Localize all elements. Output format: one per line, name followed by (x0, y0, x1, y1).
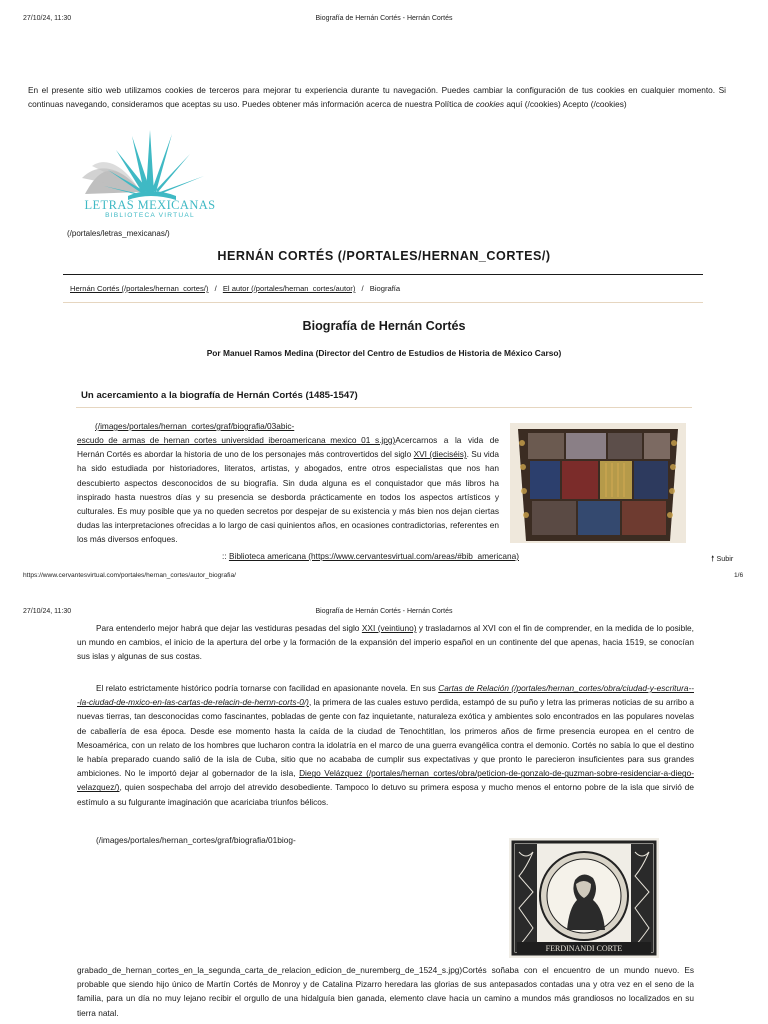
portal-title[interactable]: HERNÁN CORTÉS (/PORTALES/HERNAN_CORTES/) (217, 249, 551, 263)
cookie-notice (28, 84, 726, 111)
para2 (77, 621, 694, 664)
para3-text-c: , quien sospechaba del arrojo del atrevido desobediente. Tampoco lo detuvo su primera esposa y mucho menos el entorno pobre de la isla que sirvió de estímulo a su fulgurante imaginación que acariciaba triunfos bélicos. (77, 782, 694, 807)
engraving-caption: FERDINANDI CORTE (545, 944, 623, 953)
section-divider (76, 407, 692, 408)
para4 (77, 963, 694, 1020)
subir-button[interactable] (711, 553, 733, 567)
cookie-notice-italic: cookies (475, 98, 504, 109)
para1-image-link-line2[interactable]: escudo_de_armas_de_hernan_cortes_universidad_iberoamericana_mexico_01_s.jpg) (77, 435, 396, 445)
breadcrumb-divider (63, 302, 703, 303)
logo-subtitle: BIBLIOTECA VIRTUAL (105, 212, 195, 219)
para1-text-b: . Su vida ha sido estudiada por historiadores, literatos, artistas, y abogados, entre otros especialistas que nos han descubierto aspectos desconocidos de su biografía. Sin duda alguna es el conquistador que más libros ha inspirado hasta nuestros días y su presencia se desborda prácticamente en todos los aspectos artísticos y culturales. Es muy posible que ya no queden secretos por despejar de su existencia y más bien nos dejan ciertas dudas las interpretaciones ofrecidas a lo largo de casi quinientos años, en ocasiones contradictorias, referentes en los más diversos enfoques. (77, 449, 499, 545)
breadcrumb-item-hernan-cortes[interactable]: Hernán Cortés (/portales/hernan_cortes/) (70, 284, 209, 293)
logo-title: LETRAS MEXICANAS (84, 198, 216, 212)
breadcrumb (70, 284, 400, 293)
page1-header-title: Biografía de Hernán Cortés - Hernán Cortés (315, 15, 453, 22)
cartas-de-relacion-link[interactable]: Cartas de Relación (/portales/hernan_cortes/obra/ciudad-y-escritura---la-ciudad-de-mxico-en-las-cartas-de-relacin-de-hernn-corts-0/) (77, 683, 694, 708)
coat-of-arms-image[interactable] (510, 423, 686, 543)
section-title: Un acercamiento a la biografía de Hernán Cortés (1485-1547) (81, 390, 358, 401)
breadcrumb-separator: / (214, 284, 217, 293)
footer-link-row (222, 551, 519, 561)
page2-header-title: Biografía de Hernán Cortés - Hernán Cortés (315, 608, 453, 615)
para3-text-b: , la primera de las cuales estuvo perdida, estampó de su puño y letra las primeras noticias de su arribo a nuevas tierras, tan desconocidas como fascinantes, pobladas de gente con faz inquietante, naturaleza exótica y ambientes solo encontrados en las populares novelas de caballería de esa época. Desde ese momento hasta la caída de la ciudad de Tenochtitlan, los primeros años de firme presencia europea en el centro de Mesoamérica, con un relato de los hombres que lucharon contra la idolatría en el marco de una guerra evangélica contra el demonio. Cortés no sabía lo que el destino le había preparado cuando salió de la isla de Cuba, sitio que no acababa de cumplir sus expectativas y que pronto le parecieron insuficientes para sus grandes ambiciones. No le importó dejar al gobernador de la isla, (77, 697, 694, 779)
para2-text-b: y trasladarnos al XVI con el fin de comprender, en la medida de lo posible, un mundo en cambios, el inicio de la apertura del orbe y la formación de la expansión del imperio español en un continente del que apenas, hacia 1519, se conocían sus islas y algunas de sus costas. (77, 623, 694, 662)
para2-century-link[interactable]: XXI (veintiuno) (361, 623, 417, 633)
breadcrumb-separator: / (361, 284, 364, 293)
para3-text-a: El relato estrictamente histórico podría tornarse con facilidad en apasionante novela. En sus (96, 683, 436, 693)
para1-image-link-text[interactable]: (/images/portales/hernan_cortes/graf/biografia/03abic- (95, 421, 295, 431)
page1-header-datetime: 27/10/24, 11:30 (23, 15, 72, 22)
arrow-up-icon: 🠕 (711, 554, 715, 563)
breadcrumb-item-el-autor[interactable]: El autor (/portales/hernan_cortes/autor) (222, 284, 356, 293)
para2-text-a: Para entenderlo mejor habrá que dejar las vestiduras pesadas del siglo (96, 623, 360, 633)
para4-image-link-text[interactable]: (/images/portales/hernan_cortes/graf/biografia/01biog- (96, 835, 296, 845)
para3 (77, 681, 694, 809)
para4-image-link-line2[interactable]: grabado_de_hernan_cortes_en_la_segunda_carta_de_relacion_edicion_de_nuremberg_de_1524_s.jpg) (77, 965, 463, 975)
article-title: Biografía de Hernán Cortés (302, 319, 466, 333)
breadcrumb-current: Biografía (369, 284, 401, 293)
page2-header-datetime: 27/10/24, 11:30 (23, 608, 72, 615)
logo-link[interactable]: (/portales/letras_mexicanas/) (67, 229, 170, 238)
cookie-accept-link[interactable]: aquí (/cookies) Acepto (/cookies) (506, 98, 627, 109)
para4-image-link-line1[interactable] (96, 835, 296, 845)
para1-century-link[interactable]: XVI (dieciséis) (413, 449, 467, 460)
para4-text: Cortés soñaba con el encuentro de un mundo nuevo. Es probable que siendo hijo único de Martín Cortés de Monroy y de Catalina Pizarro heredara las glorias de sus antepasados contadas una y otra vez en el seno de la familia, para un día no muy lejano recibir el orgullo de una hidalguía bien ganada, elemento clave hacia un camino a mundos más grandiosos no localizados en su tierra natal. (77, 965, 694, 1018)
footer-link-prefix: :: (222, 551, 227, 561)
coat-of-arms-picture (510, 423, 686, 543)
para1-text-a: Acercarnos a la vida de Hernán Cortés es abordar la historia de uno de los personajes más controvertidos del siglo (77, 435, 499, 460)
page1-footer-page: 1/6 (734, 572, 744, 579)
para1 (77, 433, 499, 551)
portal-title-divider (63, 274, 703, 275)
article-byline: Por Manuel Ramos Medina (Director del Centro de Estudios de Historia de México Carso) (206, 348, 562, 358)
page1-footer-url: https://www.cervantesvirtual.com/portales/hernan_cortes/autor_biografia/ (23, 572, 236, 579)
engraving-picture (509, 838, 659, 958)
subir-label: Subir (716, 554, 734, 563)
agave-book-icon (80, 126, 220, 206)
letras-mexicanas-logo[interactable] (80, 126, 220, 226)
engraving-image[interactable] (509, 838, 659, 958)
diego-velazquez-link[interactable]: Diego Velázquez (/portales/hernan_cortes/obra/peticion-de-gonzalo-de-guzman-sobre-residenciar-a-diego-velazquez/) (77, 768, 694, 793)
para1-image-link-line1[interactable] (95, 419, 294, 433)
biblioteca-americana-link[interactable]: Biblioteca americana (https://www.cervantesvirtual.com/areas/#bib_americana) (228, 551, 519, 561)
cookie-notice-text: En el presente sitio web utilizamos cookies de terceros para mejorar tu experiencia durante tu navegación. Puedes cambiar la configuración de tus cookies en cualquier momento. Si continuas navegando, consideramos que aceptas su uso. Puedes obtener más información acerca de nuestra Política de (28, 85, 726, 109)
